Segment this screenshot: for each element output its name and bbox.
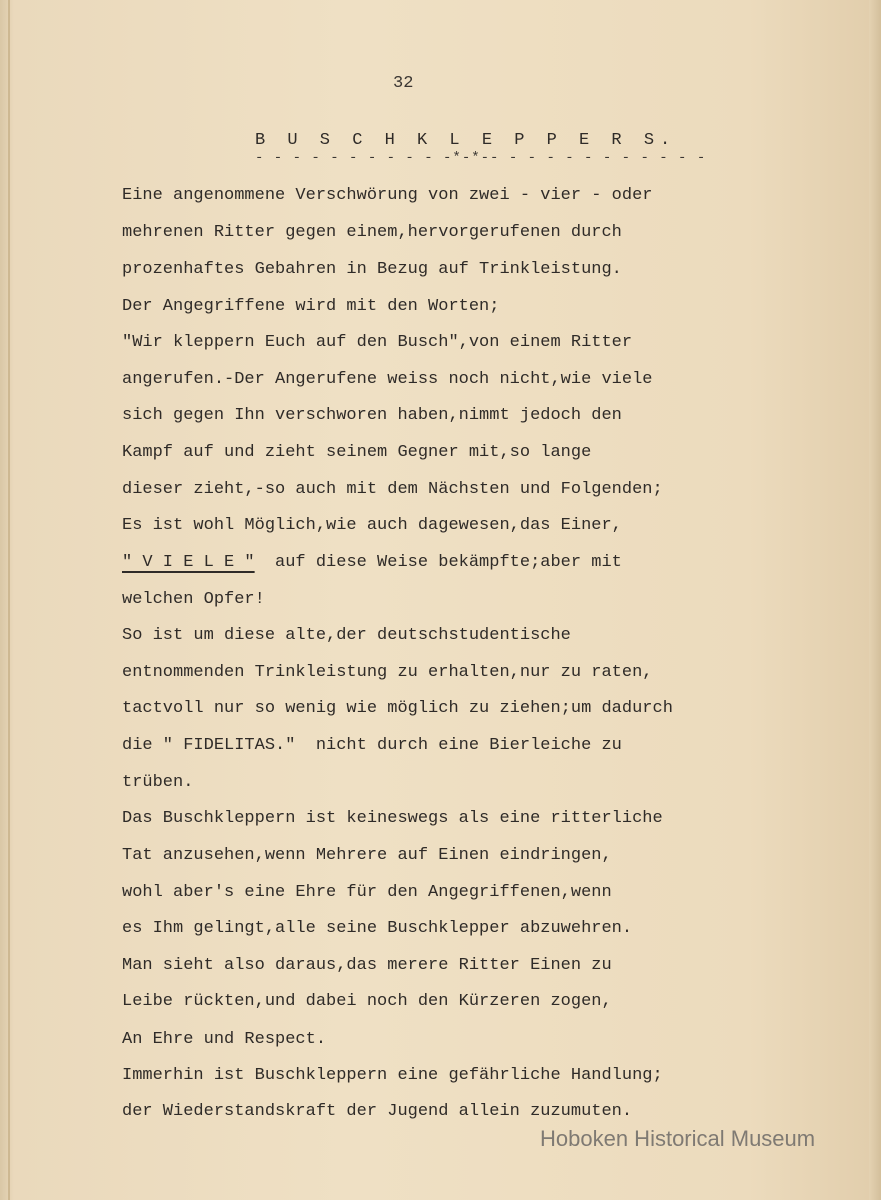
museum-watermark: Hoboken Historical Museum bbox=[540, 1126, 816, 1151]
text-line: trüben. bbox=[122, 773, 194, 792]
text-line: die " FIDELITAS." nicht durch eine Bierleiche zu bbox=[122, 736, 622, 755]
text-line: angerufen.-Der Angerufene weiss noch nicht,wie viele bbox=[122, 370, 653, 389]
text-line: der Wiederstandskraft der Jugend allein zuzumuten. bbox=[122, 1102, 633, 1121]
viele-rest: auf diese Weise bekämpfte;aber mit bbox=[254, 553, 622, 572]
title-underline: - - - - - - - - - - -*-*-- - - - - - - - - - - - bbox=[255, 150, 707, 166]
text-line: So ist um diese alte,der deutschstudentische bbox=[122, 626, 571, 645]
text-line-viele bbox=[122, 554, 622, 571]
viele-emphasis: " V I E L E " bbox=[122, 553, 255, 572]
text-line: prozenhaftes Gebahren in Bezug auf Trinkleistung. bbox=[122, 260, 622, 279]
text-line: Leibe rückten,und dabei noch den Kürzeren zogen, bbox=[122, 992, 612, 1011]
text-line: Immerhin ist Buschkleppern eine gefährliche Handlung; bbox=[122, 1066, 663, 1085]
text-line: Tat anzusehen,wenn Mehrere auf Einen eindringen, bbox=[122, 846, 612, 865]
page-left-edge bbox=[8, 0, 10, 1200]
text-line: An Ehre und Respect. bbox=[122, 1030, 327, 1049]
text-line: sich gegen Ihn verschworen haben,nimmt jedoch den bbox=[122, 406, 622, 425]
text-line: "Wir kleppern Euch auf den Busch",von einem Ritter bbox=[122, 333, 633, 352]
page-right-edge bbox=[869, 0, 881, 1200]
text-line: tactvoll nur so wenig wie möglich zu ziehen;um dadurch bbox=[122, 699, 673, 718]
text-line: Der Angegriffene wird mit den Worten; bbox=[122, 297, 500, 316]
text-line: wohl aber's eine Ehre für den Angegriffenen,wenn bbox=[122, 883, 612, 902]
text-line: Es ist wohl Möglich,wie auch dagewesen,das Einer, bbox=[122, 516, 622, 535]
text-line: Kampf auf und zieht seinem Gegner mit,so lange bbox=[122, 443, 592, 462]
text-line: entnommenden Trinkleistung zu erhalten,nur zu raten, bbox=[122, 663, 653, 682]
text-line: welchen Opfer! bbox=[122, 590, 265, 609]
text-line: es Ihm gelingt,alle seine Buschklepper abzuwehren. bbox=[122, 919, 633, 938]
text-line: dieser zieht,-so auch mit dem Nächsten und Folgenden; bbox=[122, 480, 663, 499]
text-line: mehrenen Ritter gegen einem,hervorgerufenen durch bbox=[122, 223, 622, 242]
document-title: B U S C H K L E P P E R S. bbox=[255, 131, 677, 150]
text-line: Eine angenommene Verschwörung von zwei - vier - oder bbox=[122, 186, 653, 205]
page-number: 32 bbox=[393, 74, 414, 93]
text-line: Das Buschkleppern ist keineswegs als eine ritterliche bbox=[122, 809, 663, 828]
text-line: Man sieht also daraus,das merere Ritter Einen zu bbox=[122, 956, 612, 975]
